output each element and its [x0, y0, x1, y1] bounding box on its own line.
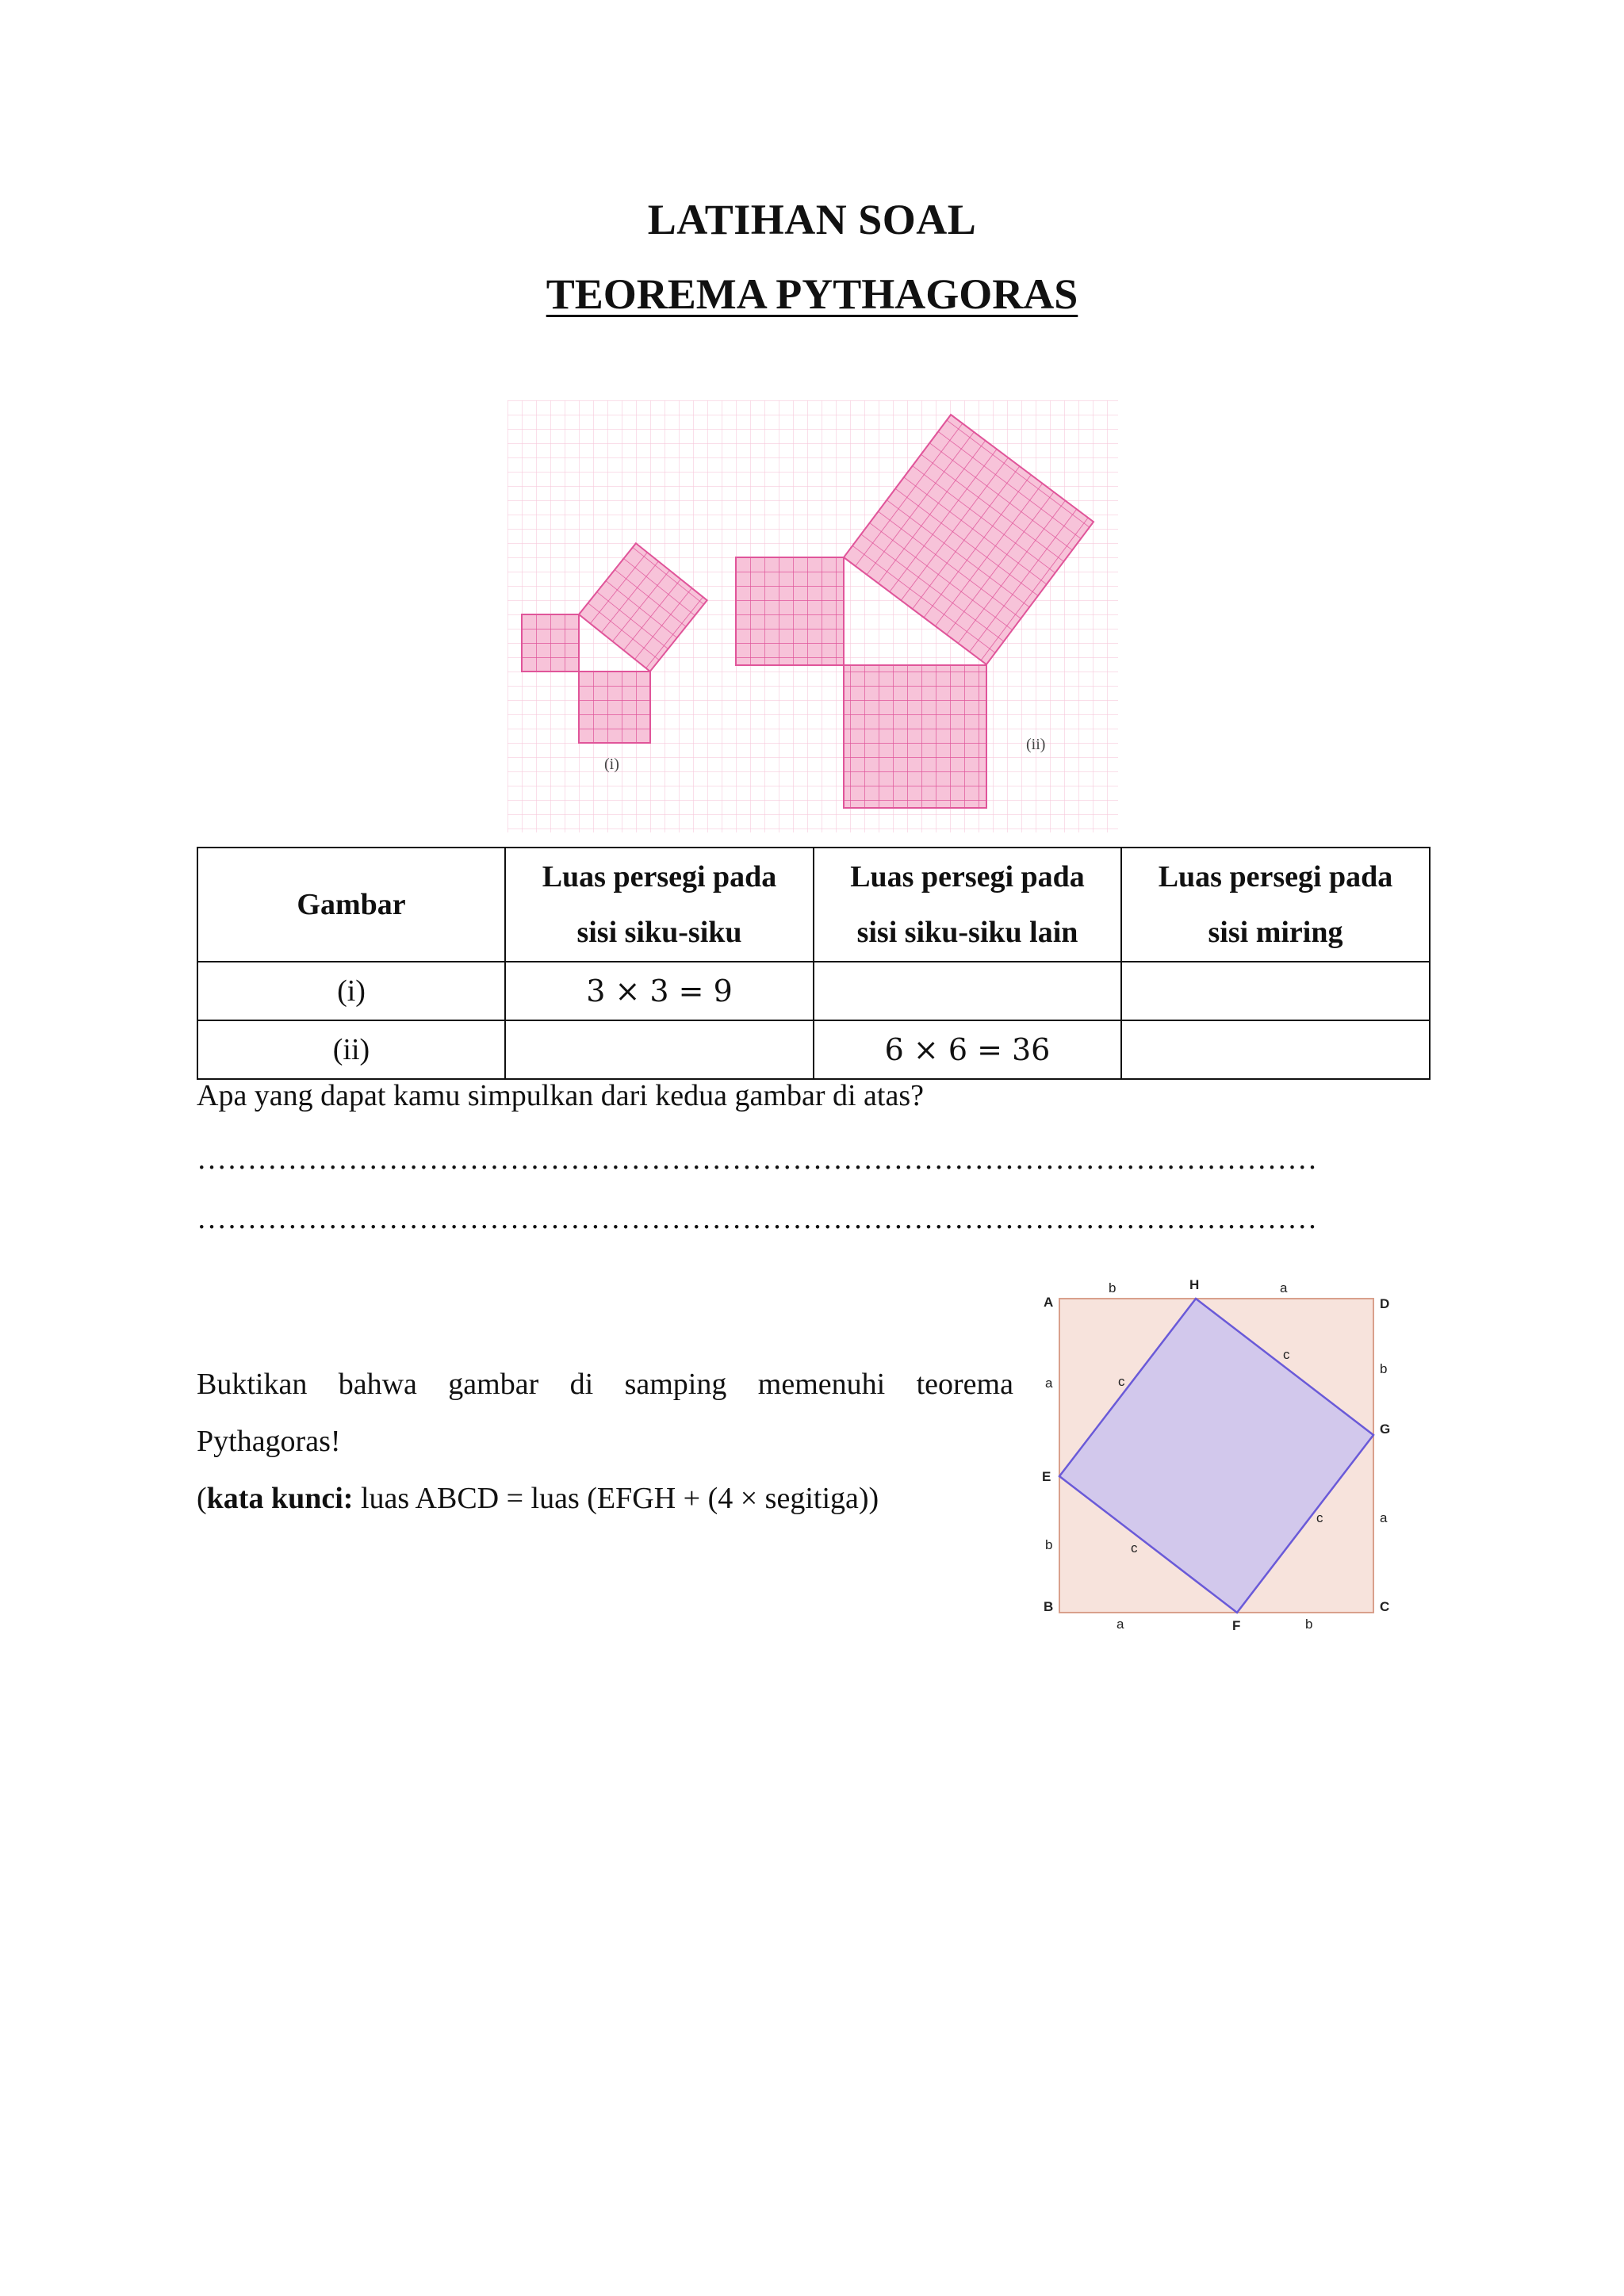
square-ii-left [736, 557, 844, 665]
cell-siku-lain[interactable]: 6 × 6 = 36 [814, 1020, 1121, 1079]
cell-miring[interactable] [1121, 962, 1430, 1020]
proof-line-2: Pythagoras! [197, 1425, 341, 1458]
pythagoras-grid-figure [508, 400, 1118, 832]
header-gambar: Gambar [197, 848, 505, 962]
side-label-c-he: c [1118, 1374, 1125, 1389]
label-figure-i: (i) [604, 756, 619, 773]
proof-instruction [197, 1356, 1013, 1527]
answer-line-2[interactable]: ………………………………………………………………………………………………… [197, 1202, 1318, 1235]
side-label-b-bottom: b [1305, 1617, 1313, 1632]
side-label-a-bottom: a [1116, 1617, 1124, 1632]
vertex-g: G [1380, 1422, 1391, 1437]
side-label-a-top: a [1280, 1280, 1288, 1295]
vertex-a: A [1044, 1295, 1054, 1310]
square-i-medium [579, 672, 650, 743]
label-figure-ii: (ii) [1026, 736, 1046, 753]
header-siku-siku: Luas persegi pada sisi siku-siku [505, 848, 814, 962]
vertex-h: H [1189, 1277, 1200, 1292]
vertex-c: C [1380, 1599, 1390, 1614]
question-text: Apa yang dapat kamu simpulkan dari kedua gambar di atas? [197, 1079, 924, 1112]
side-label-a-left: a [1045, 1376, 1053, 1391]
side-label-a-right: a [1380, 1510, 1388, 1525]
vertex-e: E [1042, 1469, 1051, 1484]
answer-line-1[interactable]: ………………………………………………………………………………………………… [197, 1142, 1318, 1176]
header-siku-siku-lain: Luas persegi pada sisi siku-siku lain [814, 848, 1121, 962]
proof-line-1: Buktikan bahwa gambar di samping memenuhi teorema [197, 1368, 1013, 1401]
header-sisi-miring: Luas persegi pada sisi miring [1121, 848, 1430, 962]
area-table [197, 847, 1431, 1080]
title-latihan-soal: LATIHAN SOAL [647, 196, 977, 243]
side-label-b-right: b [1380, 1361, 1388, 1376]
side-label-b-left: b [1045, 1537, 1053, 1552]
vertex-f: F [1232, 1618, 1241, 1632]
side-label-c-ef: c [1131, 1540, 1138, 1556]
cell-siku[interactable]: 3 × 3 = 9 [505, 962, 814, 1020]
cell-siku-lain[interactable] [814, 962, 1121, 1020]
table-header-row [197, 848, 1430, 962]
table-row [197, 962, 1430, 1020]
title-teorema-pythagoras [0, 270, 1624, 319]
square-proof-figure [1031, 1267, 1411, 1632]
proof-keyword-line: (kata kunci: luas ABCD = luas (EFGH + (4 × segitiga)) [197, 1482, 879, 1515]
side-label-b-top: b [1109, 1280, 1116, 1295]
title-teorema-text: TEOREMA PYTHAGORAS [546, 270, 1078, 318]
square-i-small [522, 614, 579, 672]
side-label-c-fg: c [1316, 1510, 1323, 1525]
table-row [197, 1020, 1430, 1079]
square-ii-bottom [844, 665, 986, 808]
side-label-c-hg: c [1283, 1347, 1290, 1362]
vertex-d: D [1380, 1296, 1390, 1311]
cell-miring[interactable] [1121, 1020, 1430, 1079]
cell-gambar: (i) [197, 962, 505, 1020]
cell-siku[interactable] [505, 1020, 814, 1079]
cell-gambar: (ii) [197, 1020, 505, 1079]
vertex-b: B [1044, 1599, 1054, 1614]
keyword-label: kata kunci: [206, 1482, 354, 1515]
